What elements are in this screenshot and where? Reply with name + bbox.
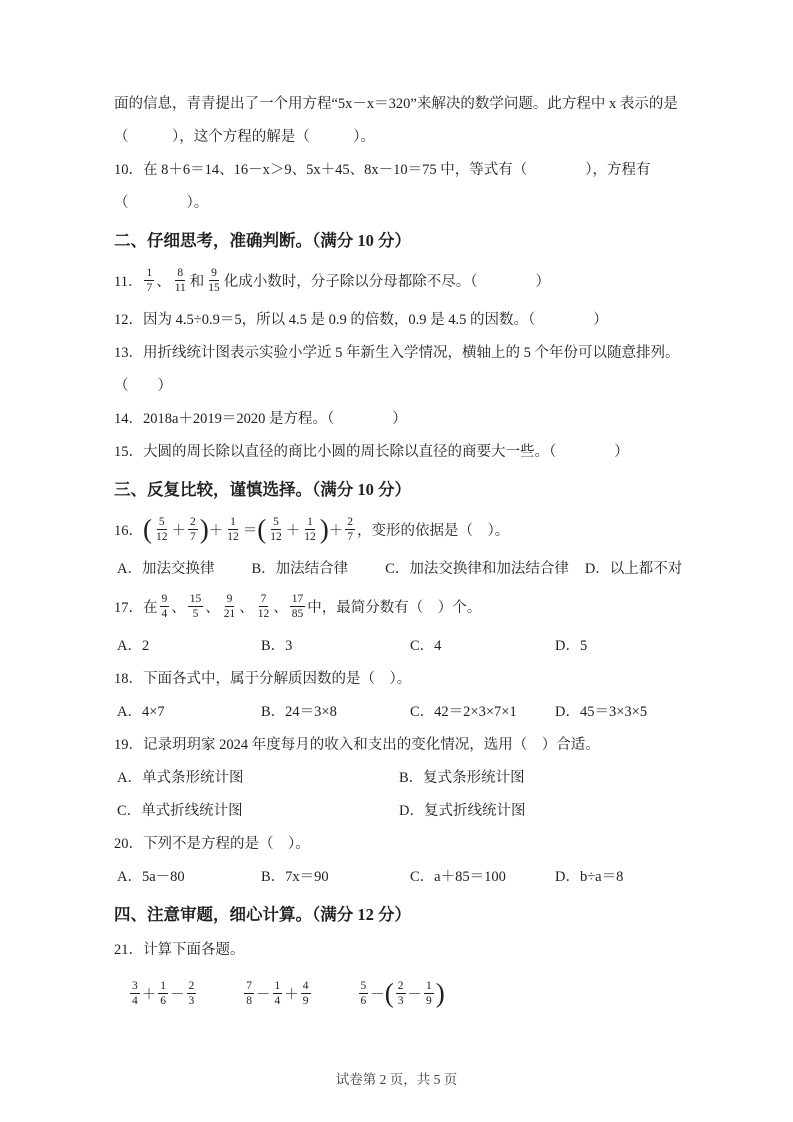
fraction: $\frac{1}{4}$ — [274, 979, 281, 1008]
question-21: 21．计算下面各题。 — [114, 942, 245, 958]
big-parenthesis: ( — [384, 978, 394, 1009]
option-c: C．42＝2×3×7×1 — [410, 704, 517, 720]
big-parenthesis: ) — [319, 514, 329, 545]
option-a: A．2 — [117, 638, 150, 654]
option-a: A．单式条形统计图 — [117, 770, 244, 786]
fraction: $\frac{5}{12}$ — [156, 515, 168, 544]
option-d: D．b÷a＝8 — [555, 869, 624, 885]
option-a: A．5a－80 — [117, 869, 185, 885]
fraction: $\frac{5}{6}$ — [360, 979, 367, 1008]
fraction: $\frac{2}{7}$ — [190, 515, 196, 544]
question-18: 18．下面各式中，属于分解质因数的是（ ）。 — [114, 671, 412, 687]
option-b: B．24＝3×8 — [261, 704, 337, 720]
fraction: $\frac{9}{15}$ — [208, 266, 220, 295]
option-d: D．复式折线统计图 — [399, 803, 526, 819]
option-a: A．4×7 — [117, 704, 165, 720]
option-c: C．a＋85＝100 — [410, 869, 506, 885]
question-20: 20．下列不是方程的是（ ）。 — [114, 836, 310, 852]
fraction: $\frac{7}{12}$ — [257, 592, 270, 621]
section-4-heading: 四、注意审题，细心计算。（满分 12 分） — [114, 905, 411, 924]
fraction: $\frac{1}{7}$ — [146, 266, 153, 295]
question-18-options — [114, 696, 684, 729]
question-15: 15．大圆的周长除以直径的商比小圆的周长除以直径的商要大一些。（ ） — [114, 444, 629, 460]
option-b: B．7x＝90 — [261, 869, 329, 885]
option-c: C．4 — [410, 638, 442, 654]
page-footer: 试卷第 2 页，共 5 页 — [335, 1072, 458, 1087]
big-parenthesis: ) — [435, 978, 445, 1009]
big-parenthesis: ( — [257, 514, 267, 545]
question-20-options — [114, 861, 684, 894]
fraction: $\frac{9}{21}$ — [223, 592, 236, 621]
fraction: $\frac{2}{3}$ — [188, 979, 195, 1008]
expression-1: $\frac{3}{4}$ ＋ $\frac{1}{6}$ － $\frac{2}{3}$ — [132, 979, 195, 1008]
option-d: D．45＝3×3×5 — [555, 704, 648, 720]
option-b: B．复式条形统计图 — [399, 770, 525, 786]
fraction: $\frac{1}{12}$ — [304, 515, 316, 544]
question-9-continuation: 面的信息，青青提出了一个用方程“5x－x＝320”来解决的数学问题。此方程中 x 表示的是（ ），这个方程的解是（ ）。 — [114, 96, 678, 145]
option-d: D．5 — [555, 638, 588, 654]
question-16: 16．( $\frac{5}{12}$ ＋ $\frac{2}{7}$ )＋ $\frac{1}{12}$ ＝( $\frac{5}{12}$ ＋ $\frac{1}{12}$ )＋ $\frac{2}{7}$ ，变形的依据是（ ）。 — [114, 514, 510, 545]
question-19-options — [114, 762, 684, 828]
question-10: 10．在 8＋6＝14、16－x＞9、5x＋45、8x－10＝75 中，等式有（ ），方程有（ ）。 — [114, 162, 651, 211]
expression-2: $\frac{7}{8}$ － $\frac{1}{4}$ ＋ $\frac{4}{9}$ — [246, 979, 309, 1008]
question-13: 13．用折线统计图表示实验小学近 5 年新生入学情况，横轴上的 5 个年份可以随意排列。（ ） — [114, 345, 680, 394]
fraction: $\frac{2}{7}$ — [347, 515, 353, 544]
fraction: $\frac{4}{9}$ — [302, 979, 309, 1008]
fraction: $\frac{2}{3}$ — [397, 979, 404, 1008]
big-parenthesis: ( — [143, 514, 152, 545]
section-3-heading: 三、反复比较，谨慎选择。（满分 10 分） — [114, 480, 411, 499]
question-17: 17．在 $\frac{9}{4}$ 、 $\frac{15}{5}$ 、 $\frac{9}{21}$ 、 $\frac{7}{12}$ 、 $\frac{17}{85}$ 中，最简分数有（ ）个。 — [114, 592, 482, 621]
fraction: $\frac{1}{9}$ — [426, 979, 432, 1008]
question-14: 14．2018a＋2019＝2020 是方程。（ ） — [114, 411, 407, 427]
option-c: C．加法交换律和加法结合律 — [385, 561, 569, 577]
option-d: D．以上都不对 — [584, 561, 683, 577]
fraction: $\frac{8}{11}$ — [174, 266, 186, 295]
fraction: $\frac{5}{12}$ — [270, 515, 282, 544]
fraction: $\frac{7}{8}$ — [246, 979, 252, 1008]
fraction: $\frac{3}{4}$ — [132, 979, 138, 1008]
option-a: A．加法交换律 — [117, 561, 215, 577]
question-19: 19．记录玥玥家 2024 年度每月的收入和支出的变化情况，选用（ ）合适。 — [114, 737, 600, 753]
expression-3: $\frac{5}{6}$ －( $\frac{2}{3}$ － $\frac{1}{9}$ ) — [360, 978, 445, 1009]
fraction: $\frac{1}{6}$ — [160, 979, 166, 1008]
section-2-heading: 二、仔细思考，准确判断。（满分 10 分） — [114, 231, 411, 250]
option-b: B．加法结合律 — [251, 561, 349, 577]
fraction: $\frac{17}{85}$ — [291, 592, 304, 621]
exam-page — [114, 88, 684, 1023]
option-c: C．单式折线统计图 — [117, 803, 243, 819]
question-11: 11． $\frac{1}{7}$ 、 $\frac{8}{11}$ 和 $\frac{9}{15}$ 化成小数时，分子除以分母都除不尽。（ ） — [114, 266, 551, 295]
question-12: 12．因为 4.5÷0.9＝5，所以 4.5 是 0.9 的倍数，0.9 是 4.5 的因数。（ ） — [114, 312, 608, 328]
fraction: $\frac{15}{5}$ — [189, 592, 202, 621]
fraction: $\frac{1}{12}$ — [227, 515, 239, 544]
question-21-expressions — [114, 967, 684, 1023]
option-b: B．3 — [261, 638, 293, 654]
question-16-options — [114, 553, 684, 586]
question-17-options — [114, 630, 684, 663]
fraction: $\frac{9}{4}$ — [161, 592, 168, 621]
big-parenthesis: ) — [199, 514, 209, 545]
